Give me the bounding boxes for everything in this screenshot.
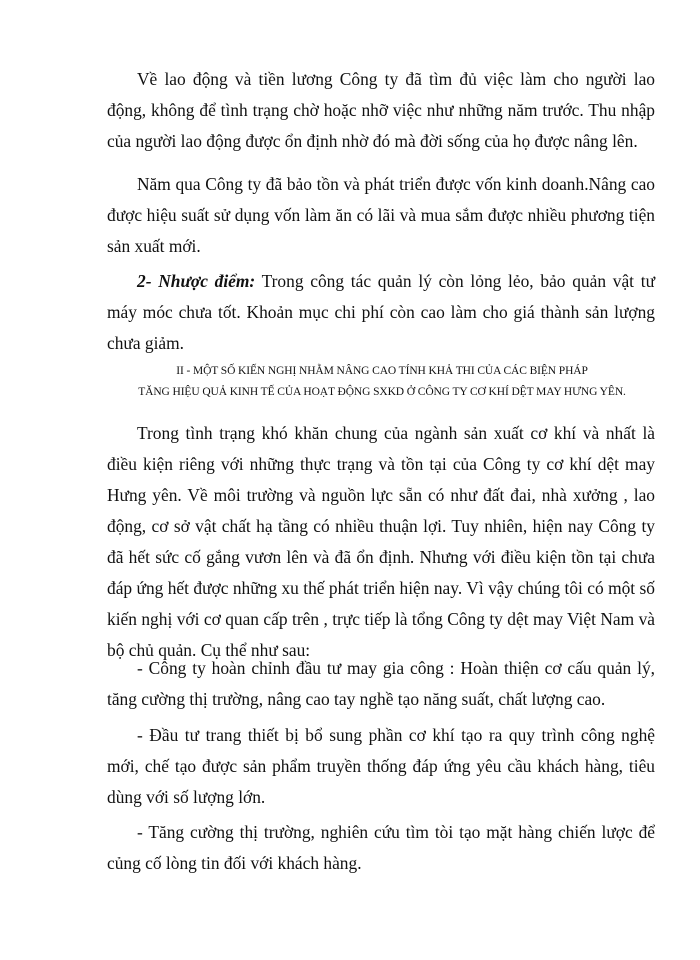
paragraph-labor-wages: Về lao động và tiền lương Công ty đã tìm đủ việc làm cho người lao động, không để tình trạng chờ hoặc nhỡ việc như những năm trước. Thu nhập của người lao động được ổn định nhờ đó mà đời sống của họ được nâng lên. — [107, 69, 655, 151]
list-item-market: - Tăng cường thị trường, nghiên cứu tìm tòi tạo mặt hàng chiến lược để củng cố lòng tin đối với khách hàng. — [107, 822, 655, 873]
section-heading-line-1: II - MỘT SỐ KIẾN NGHỊ NHẰM NÂNG CAO TÍNH KHẢ THI CỦA CÁC BIỆN PHÁP — [176, 365, 588, 377]
paragraph-intro: Trong tình trạng khó khăn chung của ngành sản xuất cơ khí và nhất là điều kiện riêng với những thực trạng và tồn tại của Công ty cơ khí dệt may Hưng yên. Về môi trường và nguồn lực sẵn có như đất đai, nhà xưởng , lao động, cơ sở vật chất hạ tầng có nhiều thuận lợi. Tuy nhiên, hiện nay Công ty đã hết sức cố gắng vươn lên và đã ổn định. Nhưng với điều kiện tồn tại chưa đáp ứng hết được những xu thế phát triển hiện nay. Vì vậy chúng tôi có một số kiến nghị với cơ quan cấp trên , trực tiếp là tổng Công ty dệt may Việt Nam và bộ chủ quản. Cụ thể như sau: — [107, 423, 655, 660]
paragraph-capital: Năm qua Công ty đã bảo tồn và phát triển được vốn kinh doanh.Nâng cao được hiệu suất sử dụng vốn làm ăn có lãi và mua sắm được nhiều phương tiện sản xuất mới. — [107, 174, 655, 256]
weakness-label: 2- Nhược điểm: — [137, 271, 256, 291]
weakness-text: Trong công tác quản lý còn lỏng lẻo, bảo quản vật tư máy móc chưa tốt. Khoản mục chi phí còn cao làm cho giá thành sản lượng chưa giảm. — [107, 271, 655, 353]
section-heading-line-2: TĂNG HIỆU QUẢ KINH TẾ CỦA HOẠT ĐỘNG SXKD Ở CÔNG TY CƠ KHÍ DỆT MAY HƯNG YÊN. — [138, 386, 626, 398]
list-item-investment-garment: - Công ty hoàn chỉnh đầu tư may gia công : Hoàn thiện cơ cấu quản lý, tăng cường thị trường, nâng cao tay nghề tạo năng suất, chất lượng cao. — [107, 658, 655, 709]
paragraph-weakness — [107, 266, 655, 359]
list-item-equipment: - Đầu tư trang thiết bị bổ sung phần cơ khí tạo ra quy trình công nghệ mới, chế tạo được sản phẩm truyền thống đáp ứng yêu cầu khách hàng, tiêu dùng với số lượng lớn. — [107, 725, 655, 807]
